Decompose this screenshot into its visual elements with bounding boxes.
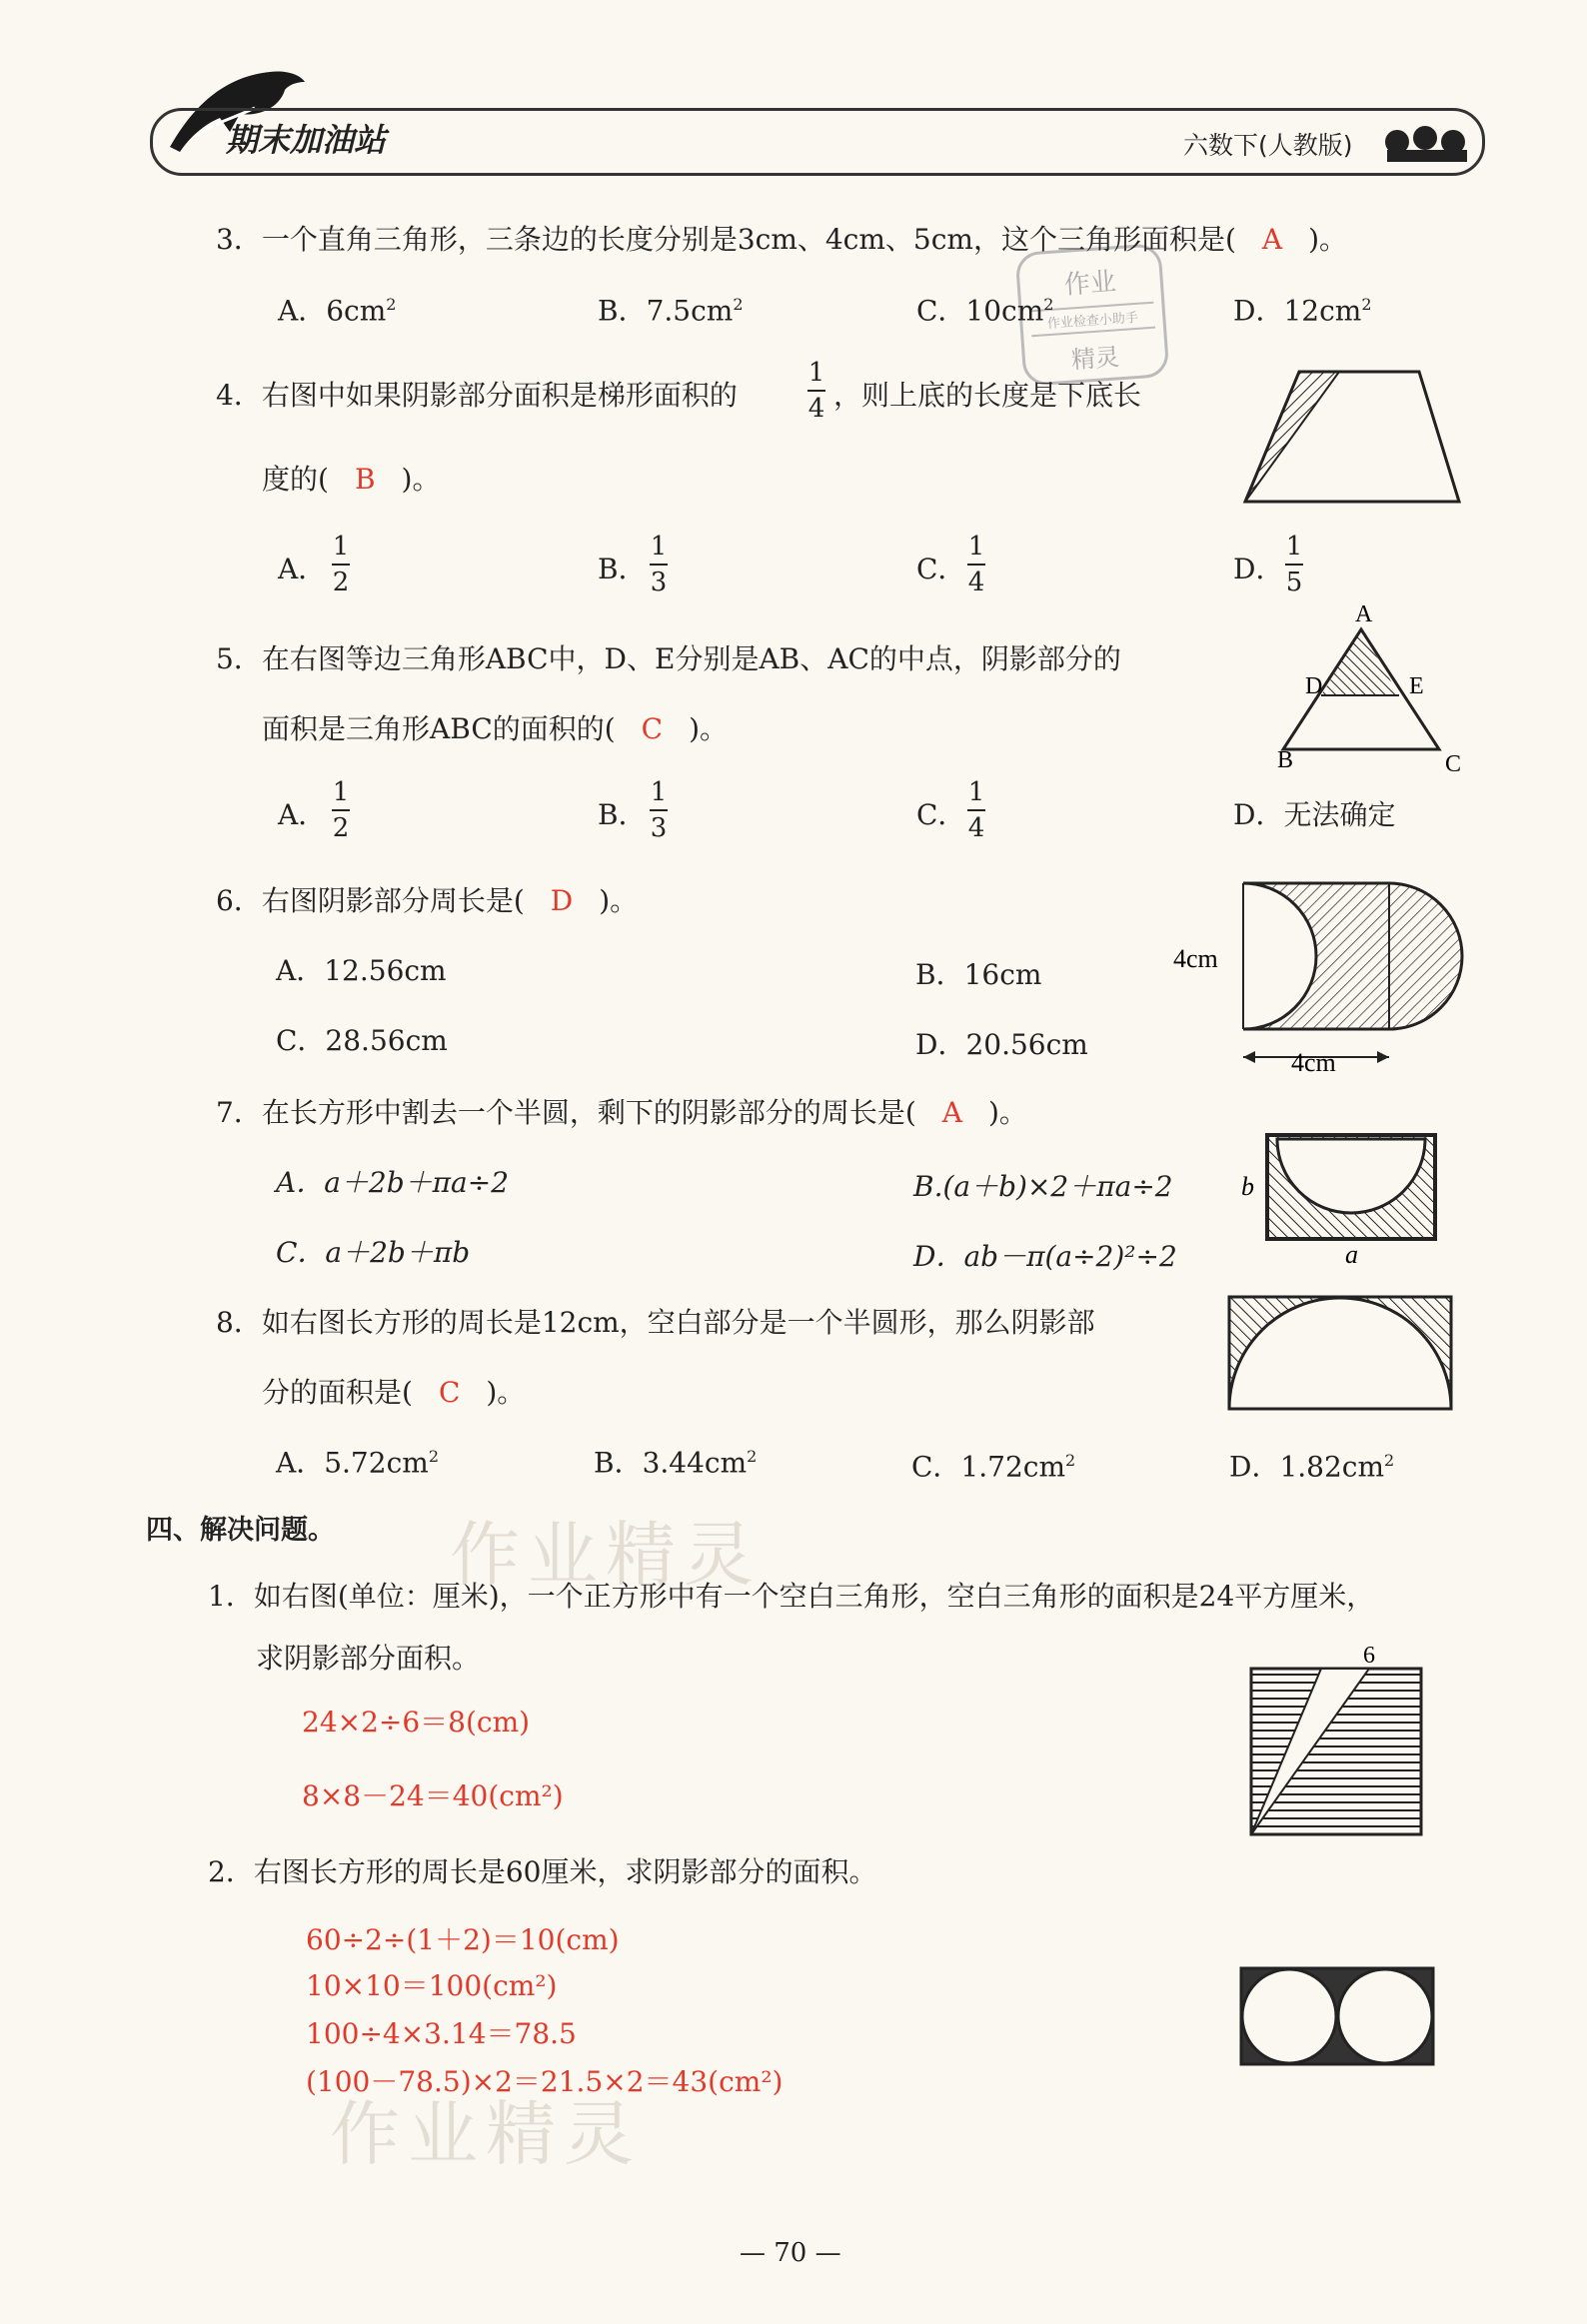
q7-label-a: a (1345, 1240, 1358, 1269)
watermark: 作业精灵 (330, 2093, 642, 2175)
q6-option-a: A．12.56cm (276, 954, 447, 987)
q4-option-a: A． (278, 553, 327, 585)
q8-stem-b: 分的面积是( C )。 (262, 1376, 526, 1409)
p2-work-line-2: 10×10＝100(cm²) (306, 1969, 558, 2002)
q5-option-a: A． (278, 798, 327, 831)
q5-label-d: D (1305, 673, 1323, 699)
q7-option-c: C．a＋2b＋πb (276, 1236, 471, 1269)
q6-answer: D (550, 884, 574, 917)
p2-work-line-4: (100－78.5)×2＝21.5×2＝43(cm²) (306, 2065, 784, 2098)
p2-work-line-1: 60÷2÷(1＋2)＝10(cm) (306, 1923, 620, 1956)
p1-label-6: 6 (1363, 1643, 1375, 1669)
q4-option-d-frac: 1 5 (1285, 532, 1303, 597)
q5-option-c: C． (916, 798, 966, 831)
q6-shape-figure (1173, 879, 1479, 1079)
q6-stem: 6．右图阴影部分周长是( D )。 (216, 884, 639, 917)
p2-work-line-3: 100÷4×3.14＝78.5 (306, 2017, 577, 2050)
page-number: — 70 — (740, 2238, 841, 2268)
q5-option-b-frac: 1 3 (650, 777, 668, 843)
q8-option-d: D．$1.82cm^2$ (1229, 1450, 1395, 1484)
q3-answer: A (1261, 223, 1283, 256)
q5-option-b: B． (598, 798, 647, 831)
q4-option-c-frac: 1 4 (967, 532, 985, 597)
q6-option-b: B．16cm (915, 958, 1042, 991)
q6-label-side: 4cm (1173, 944, 1218, 973)
q8-option-a: A．$5.72cm^2$ (276, 1446, 439, 1480)
q6-label-bottom: 4cm (1291, 1048, 1336, 1077)
q5-answer: C (641, 712, 664, 745)
q4-stem-c: 度的( B )。 (262, 463, 441, 496)
q8-stem-a: 8．如右图长方形的周长是12cm，空白部分是一个半圆形，那么阴影部 (216, 1306, 1095, 1339)
p1-work-line-2: 8×8－24＝40(cm²) (302, 1779, 564, 1812)
q6-option-d: D．20.56cm (915, 1028, 1088, 1061)
q4-option-b-frac: 1 3 (650, 532, 668, 597)
q3-option-a: A．$6cm^2$ (278, 294, 397, 328)
header-subject: 六数下(人教版) (1183, 131, 1353, 160)
p1-work-line-1: 24×2÷6＝8(cm) (302, 1706, 531, 1739)
q6-option-c: C．28.56cm (276, 1024, 448, 1057)
section-4-title: 四、解决问题。 (146, 1515, 335, 1546)
watermark: 作业精灵 (450, 1514, 762, 1596)
p2-rectangle-figure (1237, 1964, 1437, 2074)
q7-option-d: D．ab－π(a÷2)²÷2 (913, 1240, 1177, 1273)
q4-option-c: C． (916, 553, 966, 585)
q4-stem-a: 4．右图中如果阴影部分面积是梯形面积的 (216, 379, 738, 412)
p1-stem-b: 求阴影部分面积。 (256, 1642, 481, 1675)
q7-label-b: b (1241, 1172, 1254, 1201)
q7-answer: A (941, 1096, 962, 1129)
q5-stem-a: 5．在右图等边三角形ABC中，D、E分别是AB、AC的中点，阴影部分的 (216, 642, 1121, 675)
q3-option-c: C．$10cm^2$ (916, 294, 1054, 328)
q5-stem-b: 面积是三角形ABC的面积的( C )。 (262, 712, 729, 745)
q8-answer: C (438, 1376, 461, 1409)
q5-label-e: E (1409, 673, 1424, 699)
q3-option-b: B．$7.5cm^2$ (598, 294, 744, 328)
q5-label-a: A (1355, 601, 1373, 627)
q4-fraction: 1 4 (807, 358, 825, 424)
q7-option-b: B.(a＋b)×2＋πa÷2 (913, 1170, 1173, 1203)
q8-option-c: C．$1.72cm^2$ (911, 1450, 1076, 1484)
q4-stem-b: ，则上底的长度是下底长 (833, 379, 1142, 412)
q7-stem: 7．在长方形中割去一个半圆，剩下的阴影部分的周长是( A )。 (216, 1096, 1027, 1129)
q5-option-a-frac: 1 2 (332, 777, 350, 843)
p2-stem: 2．右图长方形的周长是60厘米，求阴影部分的面积。 (208, 1855, 877, 1888)
q4-trapezoid-figure (1237, 368, 1467, 508)
q8-option-b: B．$3.44cm^2$ (594, 1446, 758, 1480)
q5-label-c: C (1445, 751, 1462, 777)
q4-answer: B (354, 463, 376, 496)
p1-square-figure (1247, 1639, 1447, 1838)
p1-stem-a: 1．如右图(单位：厘米)，一个正方形中有一个空白三角形，空白三角形的面积是24平方厘米， (208, 1580, 1375, 1613)
q4-option-a-frac: 1 2 (332, 532, 350, 597)
q5-option-c-frac: 1 4 (967, 777, 985, 843)
q5-label-b: B (1277, 747, 1294, 773)
q5-option-d: D．无法确定 (1233, 798, 1396, 831)
q7-rectangle-figure (1235, 1129, 1475, 1269)
q3-stem: 3．一个直角三角形，三条边的长度分别是3cm、4cm、5cm，这个三角形面积是( A )。 (216, 223, 1348, 256)
header-title: 期末加油站 (226, 121, 387, 159)
cartoon-kids-icon (1377, 108, 1487, 168)
q3-option-d: D．$12cm^2$ (1233, 294, 1372, 328)
homework-stamp: 作业 作业检查小助手 精灵 (1015, 243, 1170, 387)
q5-triangle-figure (1279, 599, 1479, 779)
q4-option-b: B． (598, 553, 647, 585)
q8-rectangle-figure (1225, 1293, 1455, 1413)
q7-option-a: A．a＋2b＋πa÷2 (276, 1166, 510, 1199)
q4-option-d: D． (1233, 553, 1284, 585)
